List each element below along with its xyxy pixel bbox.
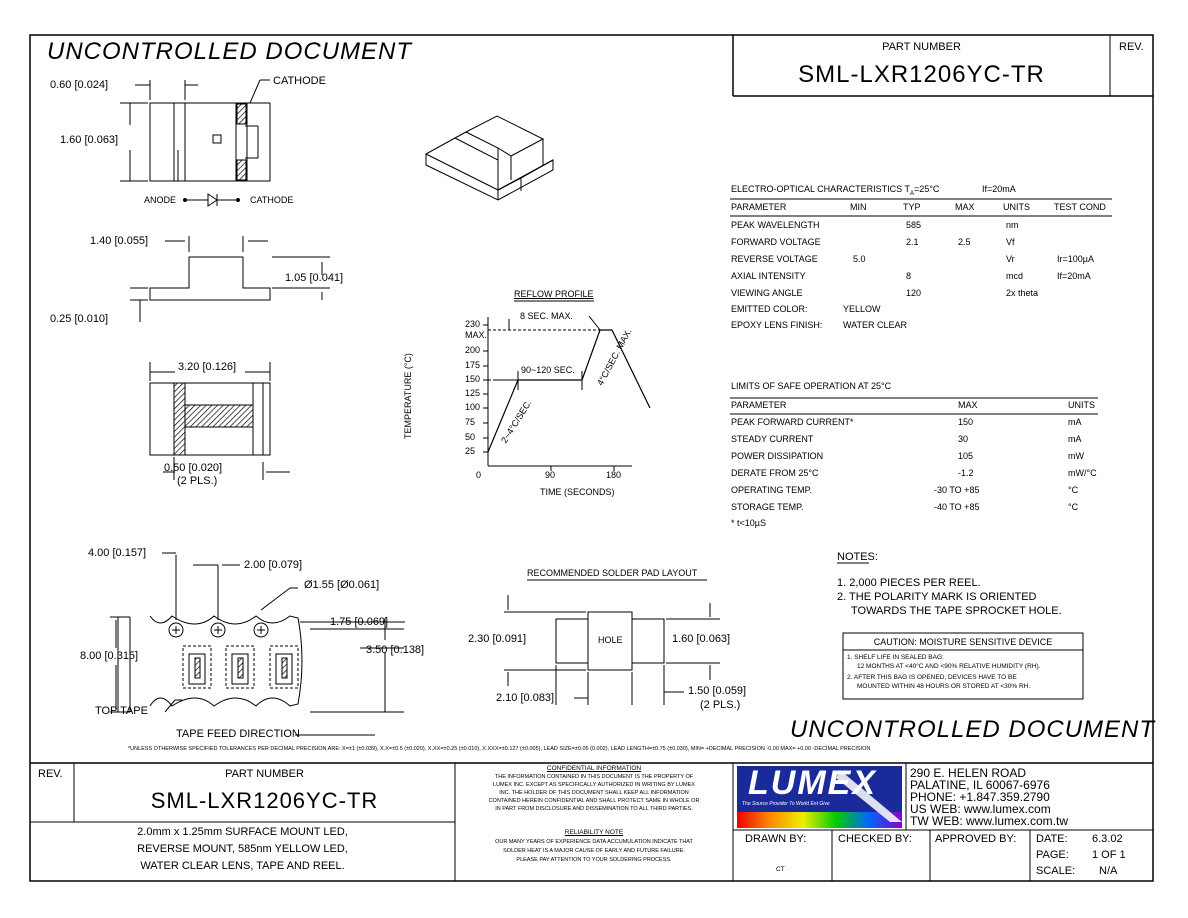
eo-header-cell: TEST COND <box>1054 202 1106 212</box>
title-part-number-label: PART NUMBER <box>225 768 304 780</box>
tw-web: TW WEB: www.lumex.com.tw <box>910 814 1069 828</box>
description-line-1: 2.0mm x 1.25mm SURFACE MOUNT LED, <box>137 826 348 838</box>
limits-header-cell: UNITS <box>1068 400 1095 410</box>
caution-line-3: 2. AFTER THIS BAG IS OPENED, DEVICES HAVE TO BE <box>847 674 1017 681</box>
limits-cell: STORAGE TEMP. <box>731 502 804 512</box>
tape-feed-label: TAPE FEED DIRECTION <box>176 728 300 740</box>
anode-label: ANODE <box>144 195 177 205</box>
title-rev-label: REV. <box>38 768 63 780</box>
reflow-xtick-90: 90 <box>545 470 556 480</box>
limits-cell: DERATE FROM 25°C <box>731 468 819 478</box>
dim-1-75: 1.75 [0.069] <box>330 616 389 628</box>
note-1: 1. 2,000 PIECES PER REEL. <box>837 577 981 589</box>
eo-color-value: YELLOW <box>843 304 881 314</box>
conf-line-5: IN PART FROM DISCLOSURE AND DISSEMINATION TO ALL THIRD PARTIES. <box>495 806 693 812</box>
reflow-ytick: 100 <box>465 402 481 412</box>
reflow-ylabel: TEMPERATURE (°C) <box>403 353 413 439</box>
limits-header-cell: PARAMETER <box>731 400 787 410</box>
limits-header-cell: MAX <box>958 400 978 410</box>
reflow-annotation-ramp: 2~4°C/SEC. <box>499 398 534 445</box>
eo-header-cell: UNITS <box>1003 202 1030 212</box>
reflow-xtick-180: 180 <box>606 470 622 480</box>
eo-cell: nm <box>1006 220 1019 230</box>
eo-condition: If=20mA <box>982 184 1016 194</box>
conf-title: CONFIDENTIAL INFORMATION <box>546 765 642 772</box>
page-value: 1 OF 1 <box>1092 849 1126 861</box>
limits-cell: °C <box>1068 485 1079 495</box>
pad-pls: (2 PLS.) <box>700 699 741 711</box>
limits-title: LIMITS OF SAFE OPERATION AT 25°C <box>731 381 892 391</box>
pad-hole: HOLE <box>598 635 623 645</box>
part-number: SML-LXR1206YC-TR <box>798 61 1045 88</box>
eo-cell: PEAK WAVELENGTH <box>731 220 820 230</box>
eo-lens-label: EPOXY LENS FINISH: <box>731 320 823 330</box>
eo-cell: 2x theta <box>1006 288 1039 298</box>
dim-3-20: 3.20 [0.126] <box>178 361 237 373</box>
dim-1-40: 1.40 [0.055] <box>90 235 149 247</box>
limits-cell: mA <box>1068 417 1082 427</box>
reflow-ytick: 75 <box>465 417 476 427</box>
limits-cell: mW <box>1068 451 1084 461</box>
reflow-ytick: 150 <box>465 374 481 384</box>
eo-cell: 8 <box>906 271 912 281</box>
caution-line-2: 12 MONTHS AT <40°C AND <90% RELATIVE HUMIDITY (RH). <box>857 663 1041 670</box>
dim-0-50: 0.50 [0.020] <box>164 462 223 474</box>
reflow-ytick: 175 <box>465 360 481 370</box>
lumex-logo: LUMEX <box>748 764 877 802</box>
caution-line-4: MOUNTED WITHIN 48 HOURS OR STORED AT <30% RH. <box>857 683 1031 690</box>
eo-header-cell: MIN <box>850 202 867 212</box>
reflow-ytick: MAX. <box>465 330 488 340</box>
reflow-annotation-cool: 4°C/SEC. MAX. <box>595 326 634 388</box>
limits-cell: OPERATING TEMP. <box>731 485 813 495</box>
limits-cell: -40 TO +85 <box>934 502 980 512</box>
uncontrolled-watermark-bottom: UNCONTROLLED DOCUMENT <box>790 716 1156 743</box>
description-line-3: WATER CLEAR LENS, TAPE AND REEL. <box>140 860 345 872</box>
pad-dim-1-60: 1.60 [0.063] <box>672 633 731 645</box>
limits-cell: mA <box>1068 434 1082 444</box>
limits-cell: STEADY CURRENT <box>731 434 814 444</box>
address-line-2: PALATINE, IL 60067-6976 <box>910 778 1050 792</box>
reliability-line-3: PLEASE PAY ATTENTION TO YOUR SOLDERING PROCESS. <box>516 857 672 863</box>
date-value: 6.3.02 <box>1092 833 1123 845</box>
note-2a: 2. THE POLARITY MARK IS ORIENTED <box>837 591 1037 603</box>
reflow-annotation-max: 8 SEC. MAX. <box>520 311 574 321</box>
reliability-line-2: SOLDER HEAT IS A MAJOR CAUSE OF EARLY AND FUTURE FAILURE. <box>503 848 685 854</box>
rev-label: REV. <box>1119 41 1144 53</box>
caution-title: CAUTION: MOISTURE SENSITIVE DEVICE <box>873 637 1053 647</box>
eo-cell: 585 <box>906 220 922 230</box>
reflow-ytick: 0 <box>476 470 482 480</box>
cathode-label: CATHODE <box>273 75 326 87</box>
reflow-ytick: 125 <box>465 388 481 398</box>
eo-cell: 2.5 <box>958 237 971 247</box>
dim-4-00: 4.00 [0.157] <box>88 547 147 559</box>
eo-cell: AXIAL INTENSITY <box>731 271 806 281</box>
limits-cell: °C <box>1068 502 1079 512</box>
conf-line-2: LUMEX INC. EXCEPT AS SPECIFICALLY AUTHORIZED IN WRITING BY LUMEX <box>493 782 695 788</box>
eo-cell: 120 <box>906 288 922 298</box>
conf-line-1: THE INFORMATION CONTAINED IN THIS DOCUMENT IS THE PROPERTY OF <box>494 774 694 780</box>
eo-header-cell: MAX <box>955 202 975 212</box>
dim-pls: (2 PLS.) <box>177 475 218 487</box>
address-line-1: 290 E. HELEN ROAD <box>910 766 1027 780</box>
dim-8-00: 8.00 [0.315] <box>80 650 139 662</box>
dim-3-50: 3.50 [0.138] <box>366 644 425 656</box>
reliability-line-1: OUR MANY YEARS OF EXPERIENCE DATA ACCUMULATION INDICATE THAT <box>495 839 693 845</box>
pad-dim-2-10: 2.10 [0.083] <box>496 692 555 704</box>
drawn-by-value: CT <box>776 866 785 873</box>
phone: PHONE: +1.847.359.2790 <box>910 790 1050 804</box>
limits-footnote: * t<10µS <box>731 518 766 528</box>
top-tape-label: TOP TAPE <box>95 705 148 717</box>
reflow-annotation-soak: 90~120 SEC. <box>521 365 575 375</box>
reflow-ytick: 50 <box>465 432 476 442</box>
limits-cell: PEAK FORWARD CURRENT* <box>731 417 854 427</box>
eo-cell: 5.0 <box>853 254 866 264</box>
eo-lens-value: WATER CLEAR <box>843 320 908 330</box>
reflow-ytick: 25 <box>465 446 476 456</box>
eo-cell: Vf <box>1006 237 1015 247</box>
limits-cell: POWER DISSIPATION <box>731 451 824 461</box>
lumex-tagline: The Source Provider To World Ent Give <box>742 801 830 807</box>
dim-1-05: 1.05 [0.041] <box>285 272 344 284</box>
eo-cell: FORWARD VOLTAGE <box>731 237 821 247</box>
pad-dim-1-50: 1.50 [0.059] <box>688 685 747 697</box>
pad-dim-2-30: 2.30 [0.091] <box>468 633 527 645</box>
limits-cell: 105 <box>958 451 974 461</box>
conf-line-3: INC. THE HOLDER OF THIS DOCUMENT SHALL KEEP ALL INFORMATION <box>499 790 689 796</box>
cathode-label-2: CATHODE <box>250 195 294 205</box>
reliability-title: RELIABILITY NOTE <box>564 829 624 836</box>
dim-0-25: 0.25 [0.010] <box>50 313 109 325</box>
eo-color-label: EMITTED COLOR: <box>731 304 808 314</box>
notes-title: NOTES: <box>837 551 878 563</box>
description-line-2: REVERSE MOUNT, 585nm YELLOW LED, <box>137 843 348 855</box>
eo-cell: 2.1 <box>906 237 919 247</box>
checked-by-label: CHECKED BY: <box>838 833 912 845</box>
title-part-number: SML-LXR1206YC-TR <box>150 788 379 813</box>
reflow-title: REFLOW PROFILE <box>514 289 594 299</box>
eo-cell: Ir=100µA <box>1057 254 1094 264</box>
eo-cell: VIEWING ANGLE <box>731 288 803 298</box>
reflow-xlabel: TIME (SECONDS) <box>540 487 615 497</box>
limits-cell: mW/°C <box>1068 468 1097 478</box>
note-2b: TOWARDS THE TAPE SPROCKET HOLE. <box>851 605 1062 617</box>
eo-cell: mcd <box>1006 271 1024 281</box>
date-label: DATE: <box>1036 833 1068 845</box>
dim-2-00: 2.00 [0.079] <box>244 559 303 571</box>
dim-1-60: 1.60 [0.063] <box>60 134 119 146</box>
reflow-ytick: 200 <box>465 345 481 355</box>
us-web: US WEB: www.lumex.com <box>910 802 1051 816</box>
tolerance-note: *UNLESS OTHERWISE SPECIFIED TOLERANCES PER DECIMAL PRECISION ARE: X=±1 (±0.039), X.X=±0.5 (±0.020), X.XX=±0.25 (±0.010), X.XXX=±0.127 (±0.005), LEAD SIZE=±0.05 (0.002), LEAD LENGTH=±0.75 (±0.030), MIN= +DECIMAL PRECISION -0.00 MAX= +0.00 -DECIMAL PRECISION <box>128 746 871 752</box>
uncontrolled-watermark-top: UNCONTROLLED DOCUMENT <box>47 38 413 65</box>
limits-cell: -1.2 <box>958 468 974 478</box>
caution-line-1: 1. SHELF LIFE IN SEALED BAG: <box>847 654 944 661</box>
reflow-ytick: 230 <box>465 319 481 329</box>
eo-header-cell: PARAMETER <box>731 202 787 212</box>
dim-0-60: 0.60 [0.024] <box>50 79 109 91</box>
eo-cell: If=20mA <box>1057 271 1091 281</box>
eo-cell: REVERSE VOLTAGE <box>731 254 818 264</box>
eo-title: ELECTRO-OPTICAL CHARACTERISTICS $T_A=25^\circ C$ <box>731 184 940 197</box>
approved-by-label: APPROVED BY: <box>935 833 1017 845</box>
scale-label: SCALE: <box>1036 865 1076 877</box>
conf-line-4: CONTAINED HEREIN CONFIDENTIAL AND SHALL PROTECT SAME IN WHOLE OR <box>488 798 700 804</box>
eo-cell: Vr <box>1006 254 1015 264</box>
pad-title: RECOMMENDED SOLDER PAD LAYOUT <box>527 568 698 578</box>
scale-value: N/A <box>1099 865 1118 877</box>
eo-header-cell: TYP <box>903 202 921 212</box>
dim-1-55: Ø1.55 [Ø0.061] <box>304 579 380 591</box>
limits-cell: 150 <box>958 417 974 427</box>
limits-cell: -30 TO +85 <box>934 485 980 495</box>
drawn-by-label: DRAWN BY: <box>745 833 807 845</box>
part-number-label: PART NUMBER <box>882 41 961 53</box>
limits-cell: 30 <box>958 434 969 444</box>
page-label: PAGE: <box>1036 849 1069 861</box>
